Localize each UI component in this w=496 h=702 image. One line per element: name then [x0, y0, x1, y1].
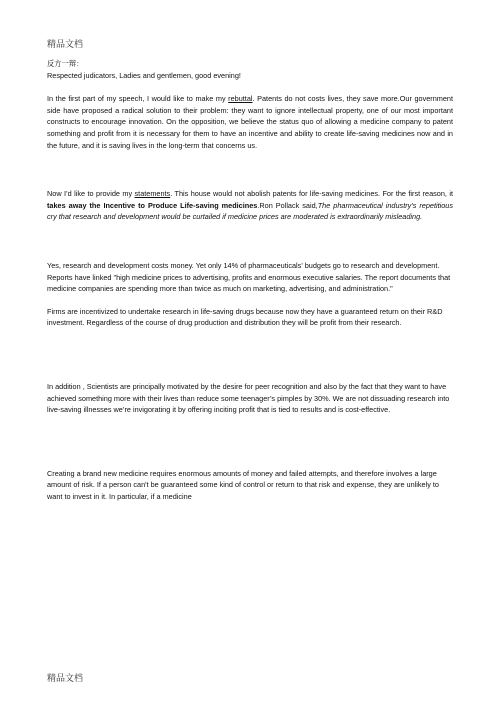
document-body [47, 58, 453, 502]
page-header: 精品文档 [47, 40, 84, 50]
paragraph-rebuttal [47, 93, 453, 151]
page-footer: 精品文档 [47, 674, 84, 684]
paragraph-scientists: In addition , Scientists are principally motivated by the desire for peer recognition and also by the fact that they want to have achieved something more with their lives than reduce some teenager’s pimples by 30%. We are not dissuading research into live-saving illnesses we’re invigorating it by offering inciting profit that is tied to results and is cost-effective. [47, 381, 450, 415]
pollack-quote: The pharmaceutical industry's repetitious cry that research and development would be curtailed if medicine prices are moderated is extraordinarily misleading. [47, 200, 454, 222]
p2-text-c: .Ron Pollack said, [257, 200, 318, 210]
paragraph-statements [47, 188, 453, 223]
statements-word: statements [134, 189, 171, 199]
paragraph-incentivized: Firms are incentivized to undertake research in life-saving drugs because now they have a guaranteed return on their R&D investment. Regardless of the course of drug production and distribution they will be profit from their research. [47, 306, 443, 328]
rebuttal-word: rebuttal [228, 94, 253, 104]
paragraph-research-costs: Yes, research and development costs money. Yet only 14% of pharmaceuticals' budgets go to research and development. Reports have linked "high medicine prices to advertising, profits and enormous executive salaries. The report documents that medicine companies are spending more than twice as much on marketing, advertising, and administration." [47, 260, 451, 294]
p2-text-a: Now I’d like to provide my [47, 189, 135, 199]
greeting: Respected judicators, Ladies and gentlemen, good evening! [47, 70, 241, 80]
speaker-label: 反方一辩： [47, 59, 84, 68]
p1-text-a: In the first part of my speech, I would like to make my [47, 94, 229, 104]
incentive-phrase: takes away the Incentive to Produce Life-saving medicines [47, 200, 258, 210]
p2-text-b: . This house would not abolish patents for life-saving medicines. For the first reason, it [170, 189, 453, 199]
paragraph-risk: Creating a brand new medicine requires enormous amounts of money and failed attempts, and therefore involves a large amount of risk. If a person can't be guaranteed some kind of control or return to that risk and expense, they are unlikely to want to invest in it. In particular, if a medicine [47, 468, 439, 501]
p1-text-b: . Patents do not costs lives, they save more.Our government side have proposed a radical solution to their problem: they want to ignore intellectual property, one of our most important constructs to encourage innovation. On the opposition, we believe the status quo of allowing a medicine company to patent something and profit from it is necessary for them to have an incentive and ability to create life-saving medicines now and in the future, and it is saving lives in the long-term that concerns us. [47, 94, 453, 150]
